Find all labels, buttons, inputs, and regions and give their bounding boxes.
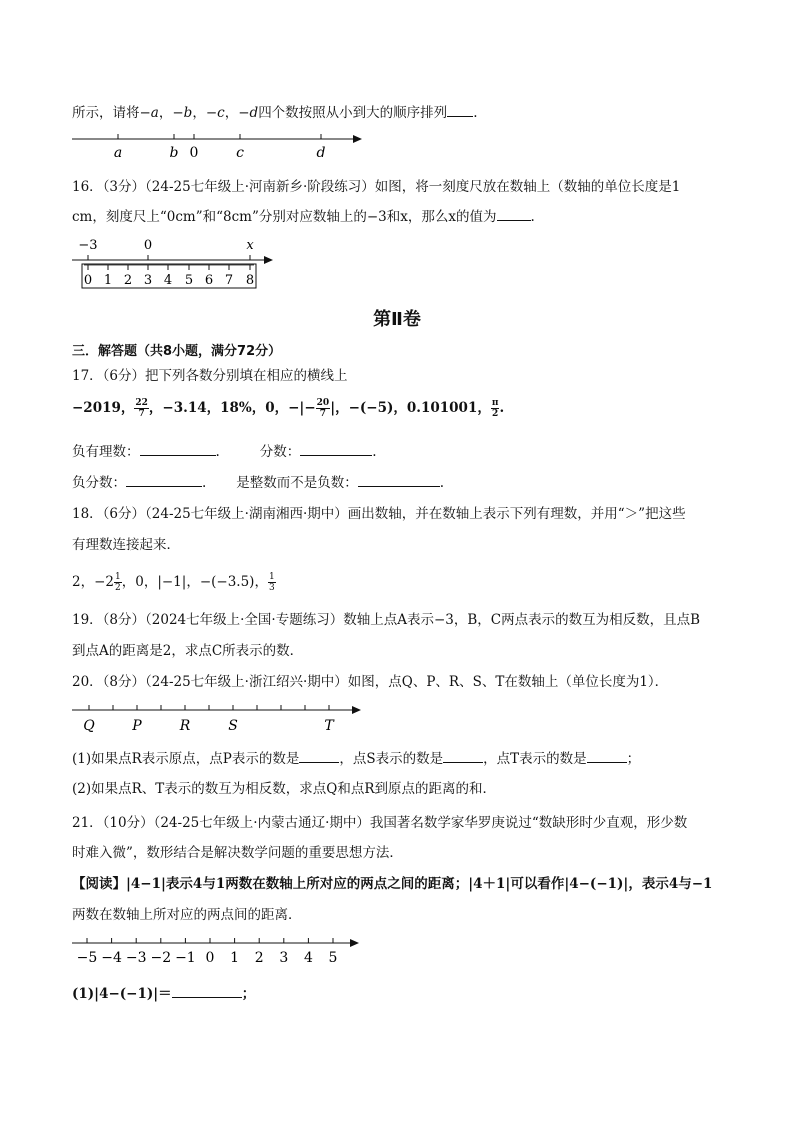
q15-term: −a <box>139 105 159 121</box>
q21-tick-label: 5 <box>328 950 338 966</box>
q16-ruler-label: 3 <box>143 273 153 288</box>
q20-label-Q: Q <box>83 718 95 734</box>
q16-ruler-ticks <box>88 265 250 270</box>
q17-head: 17．（6分）把下列各数分别填在相应的横线上 <box>72 368 348 384</box>
q20-number-line <box>70 702 370 738</box>
q20-ticks <box>89 705 329 710</box>
q21-tick-label: −3 <box>125 950 147 966</box>
q19-line2: 到点A的距离是2，求点C所表示的数． <box>72 643 304 659</box>
q18-line1: 18．（6分）（24-25七年级上·湖南湘西·期中）画出数轴，并在数轴上表示下列有理数，并用“＞”把这些 <box>72 506 686 522</box>
q16-end: . <box>530 209 535 225</box>
q15-answer-blank[interactable] <box>447 102 473 117</box>
q15-label-0: 0 <box>189 145 199 161</box>
q18-mixed-fraction: $\frac{1}{2}$ <box>115 572 121 593</box>
q16-axis-label-neg3: −3 <box>78 238 98 253</box>
q16-axis-arrow <box>264 256 273 264</box>
q20-label-R: R <box>179 718 191 734</box>
q21-part1-blank[interactable] <box>172 983 242 998</box>
section3-header: 三．解答题（共8小题，满分72分） <box>72 344 282 359</box>
q21-tick-label: −5 <box>76 950 98 966</box>
q16-line1 <box>72 177 680 197</box>
q21-tick-labels <box>77 950 338 966</box>
q21-axis-arrow <box>350 939 359 947</box>
q15-label-c: c <box>236 145 244 161</box>
q15-term: −b <box>172 105 193 121</box>
q17-integer-label: 是整数而不是负数： <box>236 475 358 491</box>
q15-term: −d <box>238 105 259 121</box>
q16-ruler-label: 5 <box>184 273 194 288</box>
q17-row2: 负分数： . 是整数而不是负数： . <box>72 472 444 493</box>
q21-number-line <box>70 935 370 969</box>
q16-ruler-label: 1 <box>103 273 113 288</box>
q16-ruler-label: 2 <box>123 273 133 288</box>
q20-label-S: S <box>228 718 238 734</box>
q17-fraction-pi-2: $\frac{\pi}{2}$ <box>491 398 499 419</box>
q17-fraction-blank[interactable] <box>300 441 372 456</box>
q17-neg-fraction-label: 负分数： <box>72 475 126 491</box>
q21-reading-line2: 两数在数轴上所对应的两点间的距离． <box>72 907 302 923</box>
q17-numbers: −2019， $\frac{22}{7}$ ，−3.14，18%，0，−|− $\frac{20}{7}$ |，−(−5)，0.101001， $\frac{\pi}{2}$ . <box>72 398 505 419</box>
q21-tick-label: −4 <box>101 950 122 966</box>
q16-ruler-label: 7 <box>224 273 234 288</box>
q20-part2: (2)如果点R、T表示的数互为相反数，求点Q和点R到原点的距离的和． <box>72 781 497 797</box>
q20-part1: (1)如果点R表示原点，点P表示的数是 ，点S表示的数是 ，点T表示的数是 ； <box>72 748 640 769</box>
q15-label-b: b <box>169 145 179 161</box>
q16-ruler-label: 4 <box>163 273 173 288</box>
q15-text-after: 四个数按照从小到大的顺序排列 <box>258 105 448 121</box>
q21-tick-label: 0 <box>205 950 215 966</box>
q21-tick-label: 3 <box>279 950 289 966</box>
q21-ticks <box>87 938 333 943</box>
q20-s-blank[interactable] <box>443 748 483 763</box>
q21-line1: 21．（10分）（24-25七年级上·内蒙古通辽·期中）我国著名数学家华罗庚说过“数缺形时少直观，形少数 <box>72 815 688 831</box>
q16-ruler-label: 8 <box>245 273 255 288</box>
q16-ruler-figure <box>72 236 282 292</box>
q15-term: −c <box>205 105 225 121</box>
q15-text-before: 所示，请将 <box>72 105 140 121</box>
q20-axis-arrow <box>352 706 361 714</box>
q16-ruler-label: 6 <box>204 273 214 288</box>
q16-axis-label-x: x <box>246 238 254 253</box>
part2-title: 第Ⅱ卷 <box>373 309 421 330</box>
q21-tick-label: 1 <box>230 950 240 966</box>
q17-neg-rational-label: 负有理数： <box>72 444 140 460</box>
q21-reading-line1: 【阅读】|4−1|表示4与1两数在数轴上所对应的两点之间的距离；|4＋1|可以看作|4−(−1)|，表示4与−1 <box>72 876 713 892</box>
q18-fraction-1-3: $\frac{1}{3}$ <box>268 572 275 593</box>
q21-part1: (1)|4−(−1)|＝ ； <box>72 983 255 1004</box>
q21-line2: 时难入微”，数形结合是解决数学问题的重要思想方法． <box>72 845 403 861</box>
q21-reading-label: 【阅读】 <box>72 876 126 892</box>
q15-number-line <box>70 130 370 164</box>
q21-tick-label: 2 <box>254 950 264 966</box>
q17-integer-blank[interactable] <box>358 472 440 487</box>
q16-meta: （3分）（24-25七年级上·河南新乡·阶段练习） <box>102 179 375 195</box>
q21-tick-label: −2 <box>150 950 172 966</box>
q15-tail-line: 所示，请将−a，−b，−c，−d四个数按照从小到大的顺序排列 . <box>72 102 477 123</box>
q17-fraction-label: 分数： <box>259 444 301 460</box>
q16-answer-blank[interactable] <box>497 206 531 221</box>
q20-p-blank[interactable] <box>299 748 339 763</box>
q17-neg-rational-blank[interactable] <box>140 441 216 456</box>
q20-label-T: T <box>324 718 334 734</box>
q19-line1: 19．（8分）（2024七年级上·全国·专题练习）数轴上点A表示−3，B，C两点表示的数互为相反数，且点B <box>72 612 701 628</box>
q21-tick-label: −1 <box>175 950 196 966</box>
q18-numbers: 2，−2 $\frac{1}{2}$ ，0，|−1|，−(−3.5)， $\frac{1}{3}$ <box>72 572 275 593</box>
q16-number: 16． <box>72 179 103 195</box>
q15-end: . <box>473 105 478 121</box>
q16-axis-label-0: 0 <box>143 238 153 253</box>
q20-t-blank[interactable] <box>587 748 627 763</box>
q17-fraction-20-7: $\frac{20}{7}$ <box>316 398 330 419</box>
q16-text1: 如图，将一刻度尺放在数轴上（数轴的单位长度是1 <box>374 179 681 195</box>
q20-label-P: P <box>132 718 142 734</box>
q16-line2 <box>72 206 535 227</box>
q17-row1: 负有理数： . 分数： . <box>72 441 377 462</box>
q16-text2: cm，刻度尺上“0cm”和“8cm”分别对应数轴上的−3和x，那么x的值为 <box>72 209 497 225</box>
q18-line2: 有理数连接起来． <box>72 537 180 553</box>
q17-fraction-22-7: $\frac{22}{7}$ <box>135 398 148 419</box>
q15-axis-arrow <box>353 135 362 143</box>
q15-label-d: d <box>316 145 326 161</box>
q16-ruler-label: 0 <box>83 273 93 288</box>
q15-label-a: a <box>113 145 123 161</box>
q17-neg-fraction-blank[interactable] <box>126 472 202 487</box>
q21-tick-label: 4 <box>303 950 313 966</box>
q20-line1: 20．（8分）（24-25七年级上·浙江绍兴·期中）如图，点Q、P、R、S、T在数轴上（单位长度为1）． <box>72 674 669 690</box>
